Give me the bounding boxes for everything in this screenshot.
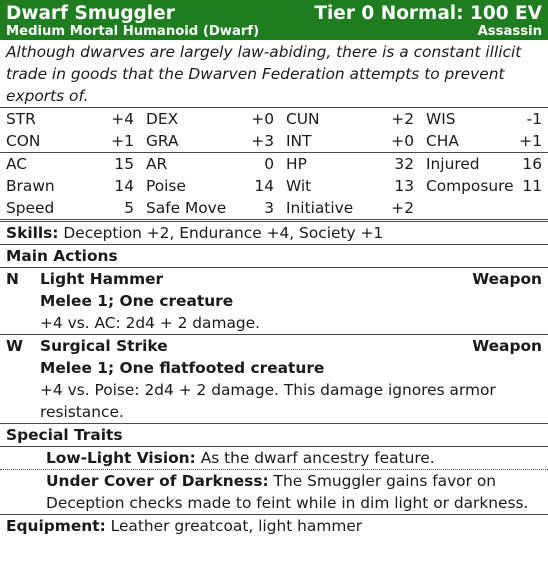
stat-block-header (0, 0, 548, 40)
stat-cell: AR 0 (146, 155, 274, 173)
stat-row (0, 197, 548, 219)
action-range: Melee 1; One flatfooted creature (40, 359, 325, 377)
action-effect: +4 vs. AC: 2d4 + 2 damage. (40, 314, 261, 332)
trait-text: The Smuggler gains favor on Deception checks made to feint while in dim light or darkness. (46, 472, 529, 512)
attribute-cell: CON +1 (6, 132, 134, 150)
stat-cell: Poise 14 (146, 177, 274, 195)
stat-row (0, 175, 548, 197)
tier-label: Tier 0 Normal: 100 EV (314, 3, 542, 24)
action-tag: Weapon (472, 337, 542, 355)
flavor-text: Although dwarves are largely law-abiding, there is a constant illicit trade in goods that the Dwarven Federation attempts to prevent exports of. (6, 43, 522, 105)
stat-row (0, 153, 548, 175)
action-entry (0, 267, 548, 334)
stat-cell: Initiative +2 (286, 199, 414, 217)
trait-name: Low-Light Vision: (46, 449, 196, 467)
action-tag: Weapon (472, 270, 542, 288)
attribute-cell: CHA +1 (426, 132, 542, 150)
trait-entry (0, 469, 548, 514)
main-actions-heading: Main Actions (0, 244, 548, 267)
attribute-row (0, 130, 548, 152)
attribute-cell: STR +4 (6, 110, 134, 128)
action-type-letter: N (6, 270, 19, 288)
action-effect: +4 vs. Poise: 2d4 + 2 damage. This damage ignores armor resistance. (40, 381, 496, 421)
stat-cell: AC 15 (6, 155, 134, 173)
stat-cell: Safe Move 3 (146, 199, 274, 217)
creature-role: Assassin (477, 24, 542, 39)
equipment-line (0, 514, 548, 537)
action-type-letter: W (6, 337, 23, 355)
skills-line (0, 219, 548, 244)
action-name: Light Hammer (40, 270, 164, 288)
action-range: Melee 1; One creature (40, 292, 234, 310)
attribute-cell: CUN +2 (286, 110, 414, 128)
attribute-cell: INT +0 (286, 132, 414, 150)
attribute-row (0, 108, 548, 130)
creature-name: Dwarf Smuggler (6, 3, 175, 24)
skills-text: Deception +2, Endurance +4, Society +1 (63, 224, 384, 242)
stat-cell (420, 197, 548, 219)
action-name: Surgical Strike (40, 337, 168, 355)
stat-cell: Wit 13 (286, 177, 414, 195)
attribute-cell: GRA +3 (146, 132, 274, 150)
trait-entry (0, 446, 548, 469)
stat-cell: HP 32 (286, 155, 414, 173)
attribute-cell: DEX +0 (146, 110, 274, 128)
equipment-label: Equipment: (6, 517, 106, 535)
trait-name: Under Cover of Darkness: (46, 472, 269, 490)
stat-cell: Brawn 14 (6, 177, 134, 195)
skills-label: Skills: (6, 224, 59, 242)
stats-section (0, 152, 548, 219)
creature-type: Medium Mortal Humanoid (Dwarf) (6, 24, 260, 39)
stat-cell: Speed 5 (6, 199, 134, 217)
equipment-text: Leather greatcoat, light hammer (110, 517, 363, 535)
attribute-cell: WIS -1 (426, 110, 542, 128)
special-traits-heading: Special Traits (0, 423, 548, 446)
action-entry (0, 334, 548, 423)
attributes-section (0, 107, 548, 152)
trait-text: As the dwarf ancestry feature. (200, 449, 435, 467)
stat-cell: Composure 11 (426, 177, 542, 195)
stat-cell: Injured 16 (426, 155, 542, 173)
